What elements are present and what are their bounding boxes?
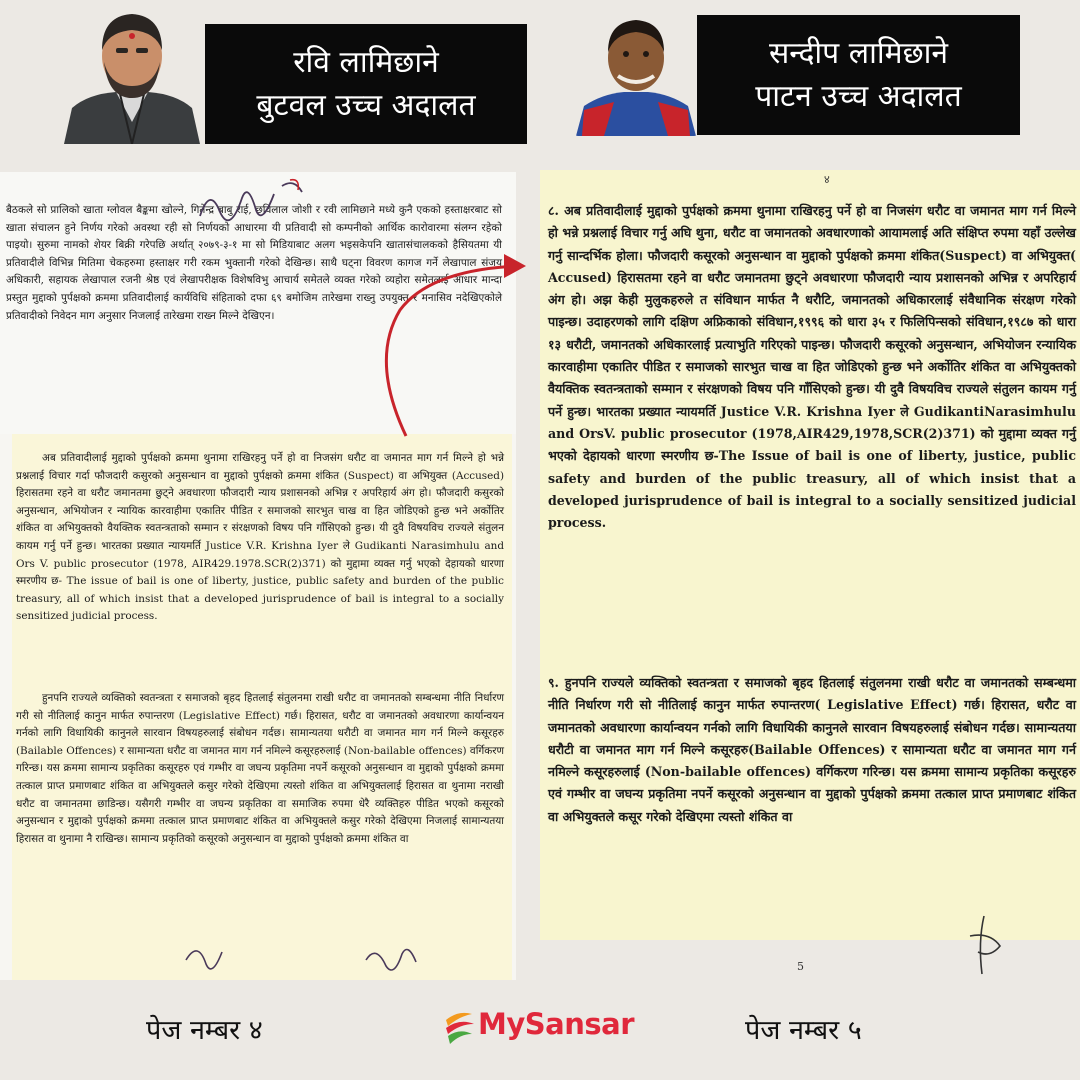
page-5-page-number: 5 [797, 960, 804, 973]
page-5-paragraph-8: ८. अब प्रतिवादीलाई मुद्दाको पुर्पक्षको क्रममा थुनामा राखिरहनु पर्ने हो वा निजसंग धरौट वा जमानत माग गर्न मिल्ने हो भन्ने प्रश्नलाई विचार गर्नु अघि थुना, धरौट वा जमानतको अवधारणाको आयामलाई अति संक्षिप्त रुपमा यहाँ उल्लेख गर्नु सान्दर्भिक होला। फौजदारी कसूरको अनुसन्धान वा मुद्दाको पुर्पक्षको क्रममा शंकित(Suspect) वा अभियुक्त( Accused) हिरासतमा रहने वा धरौट जमानतमा छुट्ने अवधारणा फौजदारी न्याय प्रशासनको अभिन्न र अपरिहार्य अंग हो। अझ केही मुलुकहरुले त संविधान मार्फत नै धरौटि, जमानतको अधिकारलाई संवैधानिक संरक्षण गरेको पाइन्छ। उदाहरणको लागि दक्षिण अफ्रिकाको संविधान,१९९६ को धारा ३५ र फिलिपिन्सको संविधान,१९८७ को धारा १३ धरौटी, जमानतको अधिकारलाई प्रत्याभुति गरिएको पाइन्छ। फौजदारी कसूरको अनुसन्धान, अभियोजन रन्यायिक कारवाहीमा एकातिर पीडित र समाजको सारभुत चाख वा हित जोडिएको हुन्छ भने अर्कोतिर शंकित वा अभियुक्तको वैयक्तिक स्वतन्त्रताको सम्मान र संरक्षणको विषय पनि गाँसिएको हुन्छ। यी दुवै विषयविच राज्यले संतुलन कायम गर्नु पर्ने हुन्छ। भारतका प्रख्यात न्यायमर्ति Justice V.R. Krishna Iyer ले GudikantiNarasimhulu and OrsV. public prosecutor (1978,AIR429,1978,SCR(2)371) को मुद्दामा व्यक्त गर्नु भएको देहायको धारणा स्मरणीय छ-The Issue of bail is one of liberty, justice, public safety and burden of the public treasury, all of which insist that a developed jurisprudence of bail is integral to a socially sensitized judicial process. [548, 203, 1076, 531]
left-person-name: रवि लामिछाने [293, 44, 439, 80]
right-court-name: पाटन उच्च अदालत [755, 79, 962, 114]
comparison-arrow-icon [370, 240, 530, 440]
left-court-name: बुटवल उच्च अदालत [256, 88, 476, 123]
sandeep-lamichhane-avatar [574, 10, 698, 136]
page-4-paragraph-3: हुनपनि राज्यले व्यक्तिको स्वतन्त्रता र समाजको बृहद हितलाई संतुलनमा राखी धरौट वा जमानतको सम्बन्धमा नीति निर्धारण गरी सो नीतिलाई कानुन मार्फत रुपान्तरण (Legislative Effect) गर्छ। हिरासत, धरौट वा जमानतको अवधारणा कार्यान्वयन गर्नको लागि विधायिकी कानुनले सारवान विषयहरुलाई संबोधन गर्दछ। सामान्यतया धरौटी वा जमानत माग गर्न मिल्ने कसूरहरु (Bailable Offences) र सामान्यता धरौट वा जमानत माग गर्न नमिल्ने कसूरहरुलाई (Non-bailable offences) वर्गिकरण गरिन्छ। यस क्रममा सामान्य प्रकृतिका कसूरहरु एवं गम्भीर वा जघन्य प्रकृतिमा नपर्ने कसूरको अनुसन्धान वा मुद्दाको पुर्पक्षको क्रममा तत्काल प्राप्त प्रमाणबाट शंकित वा अभियुक्तले कसुर गरेको देखिएमा त्यस्तो शंकित वा अभियुक्तलाई हिरासत वा थुनामा नराखी धरौट वा जमानतमा छाडिन्छ। यसैगरी गम्भीर वा जघन्य प्रकृतिका वा समाजिक रुपमा धेरै व्यक्तिहरु पीडित भएको कसूरको अनुसन्धान र मुद्दाको पुर्पक्षको क्रममा तत्काल प्राप्त प्रमाणबाट शंकित वा अभियुक्तले कसुर गरेको देखिएमा निजलाई सामान्यतया हिरासत वा थुनामा नै राखिन्छ। सामान्य प्रकृतिको कसूरको अनुसन्धान वा मुद्दाको पुर्पक्षको क्रममा शंकित वा [16, 692, 504, 845]
page-4-paragraph-2: अब प्रतिवादीलाई मुद्दाको पुर्पक्षको क्रममा थुनामा राखिरहनु पर्ने हो वा निजसंग धरौट वा जमानत माग गर्न मिल्ने हो भन्ने प्रश्नलाई विचार गर्दा फौजदारी कसुरको अनुसन्धान वा मुद्दाको पुर्पक्षको क्रममा शंकित (Suspect) वा अभियुक्त (Accused) हिरासतमा रहने वा धरौट जमानतमा छुट्ने अवधारणा फौजदारी न्याय प्रशासनको अभिन्न र अपरिहार्य अंग हो। फौजदारी कसुरको अनुसन्धान, अभियोजन र न्यायिक कारवाहीमा एकातिर पीडित र समाजको सारभुत चाख वा हित जोडिएको हुन्छ भने अर्कोतिर शंकित वा अभियुक्तको वैयक्तिक स्वतन्त्रताको सम्मान र संरक्षणको विषय पनि गाँसिएको हुन्छ। यी दुवै विषयविच राज्यले संतुलन कायम गर्नु पर्ने हुन्छ। भारतका प्रख्यात न्यायमर्ति Justice V.R. Krishna Iyer ले Gudikanti Narasimhulu and Ors V. public prosecutor (1978, AIR429.1978.SCR(2)371) को मुद्दामा व्यक्त गर्नु भएको देहायको धारणा स्मरणीय छ- The issue of bail is one of liberty, justice, public safety and burden of the public treasury, all of which insist that a developed jurisprudence of bail is integral to a socially sensitized judicial process. [16, 452, 504, 623]
signature-scribble-right [960, 912, 1010, 982]
mysansar-logo [442, 1002, 634, 1046]
page-number-5-label: पेज नम्बर ५ [745, 1015, 862, 1046]
patan-court-order-page-5 [540, 170, 1080, 940]
page-5-paragraph-9: ९. हुनपनि राज्यले व्यक्तिको स्वतन्त्रता र समाजको बृहद हितलाई संतुलनमा राखी धरौट वा जमानतको सम्बन्धमा नीति निर्धारण गरी सो नीतिलाई कानुन मार्फत रुपान्तरण( Legislative Effect) गर्छ। हिरासत, धरौट वा जमानतको अवधारणा कार्यान्वयन गर्नको लागि विधायिकी कानुनले सारवान विषयहरुलाई संबोधन गर्दछ। सामान्यतया धरौटी वा जमानत माग गर्न मिल्ने कसूरहरु(Bailable Offences) र सामान्यता धरौट वा जमानत माग गर्न नमिल्ने कसूरहरुलाई (Non-bailable offences) वर्गिकरण गरिन्छ। यस क्रममा सामान्य प्रकृतिका कसूरहरु एवं गम्भीर वा जघन्य प्रकृतिमा नपर्ने कसूरको अनुसन्धान वा मुद्दाको पुर्पक्षको क्रममा तत्काल प्राप्त प्रमाणबाट शंकित वा अभियुक्तले कसूर गरेको देखिएमा त्यस्तो शंकित वा [548, 675, 1076, 824]
signature-scribble-top [190, 176, 320, 236]
ravi-lamichhane-avatar [58, 2, 206, 144]
page-5-top-mark: ४ [824, 173, 830, 186]
right-person-name: सन्दीप लामिछाने [768, 35, 949, 71]
page-number-4-label: पेज नम्बर ४ [146, 1015, 263, 1046]
page-4-paragraph-1: बैठकले सो प्रालिको खाता ग्लोवल बैङ्कमा खोल्ने, गितेन्द्र बाबु राई, छविलाल जोशी र रवी लामिछाने मध्ये कुनै एकको हस्ताक्षरबाट सो खाता संचालन हुने निर्णय गरेको अवस्था रही सो निर्णयको आधारमा यी प्रतिवादी सो कम्पनीको आर्थिक कारोवारमा संलग्न रहेको पाइयो। सुरुमा नामको शेयर बिक्री गरेपछि अर्थात् २०७९-३-१ मा सो मिडियाबाट अलग भइसकेपनि खातासंचालकको हैसियतमा यी प्रतिवादीले विभिन्न मितिमा चेकहरुमा हस्ताक्षर गरी रकम भुक्तानी गरेको देखिन्छ। साथै घट्ना विवरण कागज गर्ने लेखापाल संजय अधिकारी, सहायक लेखापाल रजनी श्रेष्ठ एवं लेखापरीक्षक विशेषविभु आचार्य समेतले व्यक्त गरेको व्यहोरा समेतलाई आधार मान्दा प्रस्तुत मुद्दाको पुर्पक्षको क्रममा प्रतिवादीलाई कार्यविधि संहिताको दफा ६९ बमोजिम तारेखमा राख्नु उपयुक्त र मनासिव नदेखिएकोले प्रतिवादीको निवेदन माग अनुसार निजलाई तारेखमा राख्न मिल्ने देखिएन। [6, 204, 502, 322]
right-name-box [697, 15, 1020, 135]
mysansar-logo-icon [442, 1002, 476, 1046]
left-name-box [205, 24, 527, 144]
mysansar-logo-text: MySansar [478, 1007, 634, 1041]
signature-scribble-bottom [176, 940, 536, 980]
